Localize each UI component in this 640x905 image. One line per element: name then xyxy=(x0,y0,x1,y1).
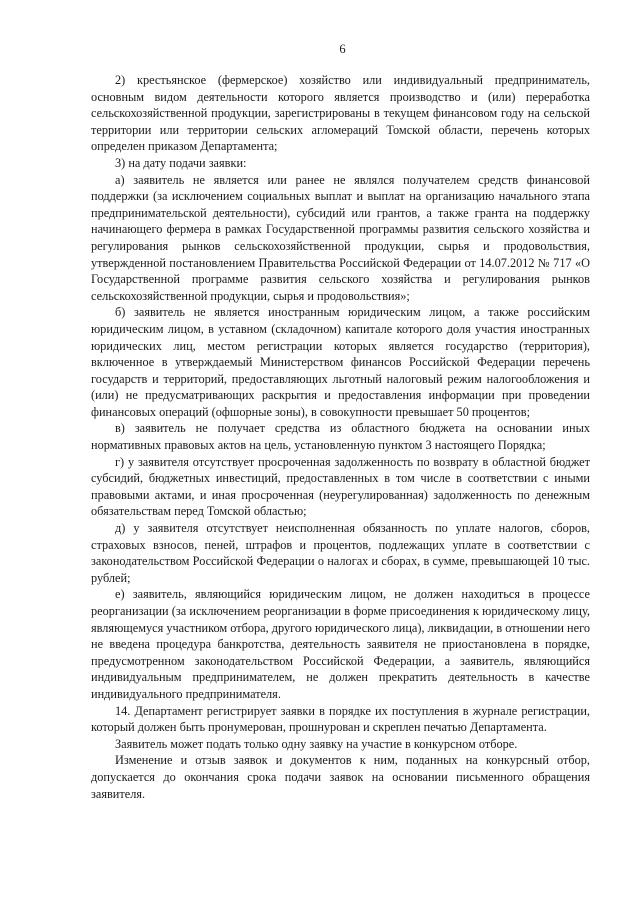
paragraph-single-application: Заявитель может подать только одну заявку на участие в конкурсном отборе. xyxy=(115,736,518,751)
paragraph-subitem-b: б) заявитель не является иностранным юридическим лицом, а также российским юридическим лицом, в уставном (складочном) капитале которого доля участия иностранных юридических лиц, местом регистрации которых является государство (территория), включенное в утверждаемый Министерством финансов Российской Федерации перечень государств и территорий, предоставляющих льготный налоговый режим налогообложения и (или) не предусматривающих раскрытия и предоставления информации при проведении финансовых операций (офшорные зоны), в совокупности превышает 50 процентов; xyxy=(91,305,590,419)
paragraph-subitem-a: а) заявитель не является или ранее не являлся получателем средств финансовой поддержки (за исключением социальных выплат и выплат на организацию начального этапа предпринимательской деятельности), субсидий или грантов, а также гранта на поддержку начинающего фермера в рамках Государственной программы развития сельского хозяйства и регулирования рынков сельскохозяйственной продукции, сырья и продовольствия, утвержденной постановлением Правительства Российской Федерации от 14.07.2012 № 717 «О Государственной программе развития сельского хозяйства и регулирования рынков сельскохозяйственной продукции, сырья и продовольствия»; xyxy=(91,172,590,303)
paragraph-item-3: 3) на дату подачи заявки: xyxy=(115,155,247,170)
paragraph-subitem-g: г) у заявителя отсутствует просроченная задолженность по возврату в областной бюджет субсидий, бюджетных инвестиций, предоставленных в том числе в соответствии с иными правовыми актами, и иная просроченная (неурегулированная) задолженность по денежным обязательствам перед Томской областью; xyxy=(91,454,590,519)
paragraph-item-2: 2) крестьянское (фермерское) хозяйство или индивидуальный предприниматель, основным видом деятельности которого является производство и (или) переработка сельскохозяйственной продукции, зарегистрированы в текущем финансовом году на сельской территории или территории сельских агломераций Томской области, перечень которых определен приказом Департамента; xyxy=(91,73,590,154)
paragraph-clause-14: 14. Департамент регистрирует заявки в порядке их поступления в журнале регистрации, который должен быть пронумерован, прошнурован и скреплен печатью Департамента. xyxy=(91,703,590,735)
paragraph-subitem-d: д) у заявителя отсутствует неисполненная обязанность по уплате налогов, сборов, страховых взносов, пеней, штрафов и процентов, подлежащих уплате в соответствии с законодательством Российской Федерации о налогах и сборах, в сумме, превышающей 10 тыс. рублей; xyxy=(91,521,590,585)
page-number: 6 xyxy=(339,42,346,56)
paragraph-subitem-e: е) заявитель, являющийся юридическим лицом, не должен находиться в процессе реорганизации (за исключением реорганизации в форме присоединения к юридическому лицу, являющемуся участником отбора, другого юридического лица), ликвидации, в отношении него не введена процедура банкротства, деятельность заявителя не приостановлена в порядке, предусмотренном законодательством Российской Федерации, а заявитель, являющийся индивидуальным предпринимателем, не должен прекратить деятельность в качестве индивидуального предпринимателя. xyxy=(91,587,590,701)
document-body xyxy=(91,72,590,802)
paragraph-subitem-v: в) заявитель не получает средства из областного бюджета на основании иных нормативных правовых актов на цель, установленную пунктом 3 настоящего Порядка; xyxy=(91,421,590,453)
paragraph-withdrawal: Изменение и отзыв заявок и документов к ним, поданных на конкурсный отбор, допускается до окончания срока подачи заявок на основании письменного обращения заявителя. xyxy=(91,753,590,801)
